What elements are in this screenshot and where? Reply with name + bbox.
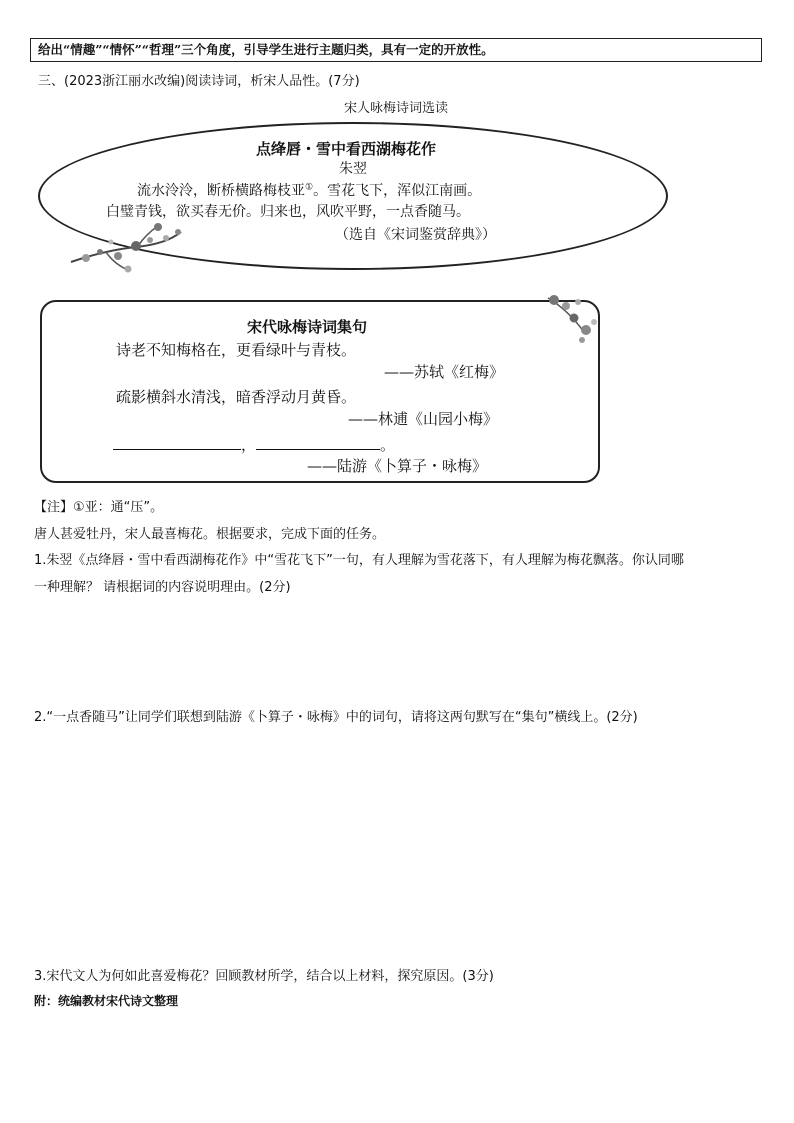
question-header: 三、(2023浙江丽水改编)阅读诗词，析宋人品性。(7分) [38,74,360,89]
poem2-attribution3: ——陆游《卜算子・咏梅》 [307,457,488,475]
top-note-text: 给出“情趣”“情怀”“哲理”三个角度，引导学生进行主题归类，具有一定的开放性。 [38,42,494,57]
footnote-mark: ① [305,182,314,193]
poem2-attribution2: ——林逋《山园小梅》 [348,410,499,428]
answer-blank-2[interactable] [256,435,380,450]
poem2-blank-line [113,434,395,455]
poem2-line2: 疏影横斜水清浅，暗香浮动月黄昏。 [116,388,357,406]
plum-branch-icon [66,212,186,280]
poem1-line1-text: 流水泠泠，断桥横路梅枝亚 [137,183,305,199]
answer-blank-1[interactable] [113,435,241,450]
question2: 2.“一点香随马”让同学们联想到陆游《卜算子・咏梅》中的词句，请将这两句默写在“集句”横线上。(2分) [34,710,638,725]
poem1-line1-tail: 。雪花飞下，浑似江南画。 [313,183,482,199]
question1-line1: 1.朱翌《点绛唇・雪中看西湖梅花作》中“雪花飞下”一句，有人理解为雪花落下，有人理解为梅花飘落。你认同哪 [34,553,684,568]
poem2-attribution1: ——苏轼《红梅》 [384,363,505,381]
question3: 3.宋代文人为何如此喜爱梅花？回顾教材所学，结合以上材料，探究原因。(3分) [34,969,494,984]
poem1-line1 [137,180,481,200]
poem2-title: 宋代咏梅诗词集句 [247,318,368,336]
blank-comma: ， [241,436,257,454]
appendix-title: 附：统编教材宋代诗文整理 [34,994,179,1008]
poem1-source: （选自《宋词鉴赏辞典》） [335,227,496,243]
footnote: 【注】①亚：通“压”。 [34,500,164,515]
question1-line2: 一种理解？ 请根据词的内容说明理由。(2分) [34,580,291,595]
poem1-line2: 白璧青钱，欲买春无价。归来也，风吹平野，一点香随马。 [106,204,470,220]
blank-period: 。 [380,436,396,454]
poem2-line1: 诗老不知梅格在，更看绿叶与青枝。 [116,341,357,359]
section-title: 宋人咏梅诗词选读 [344,101,449,116]
task-intro: 唐人甚爱牡丹，宋人最喜梅花。根据要求，完成下面的任务。 [34,527,386,542]
poem1-title: 点绛唇・雪中看西湖梅花作 [256,140,437,158]
poem1-author: 朱翌 [339,161,367,177]
plum-blossom-icon [544,292,602,346]
top-note-box [30,38,762,62]
